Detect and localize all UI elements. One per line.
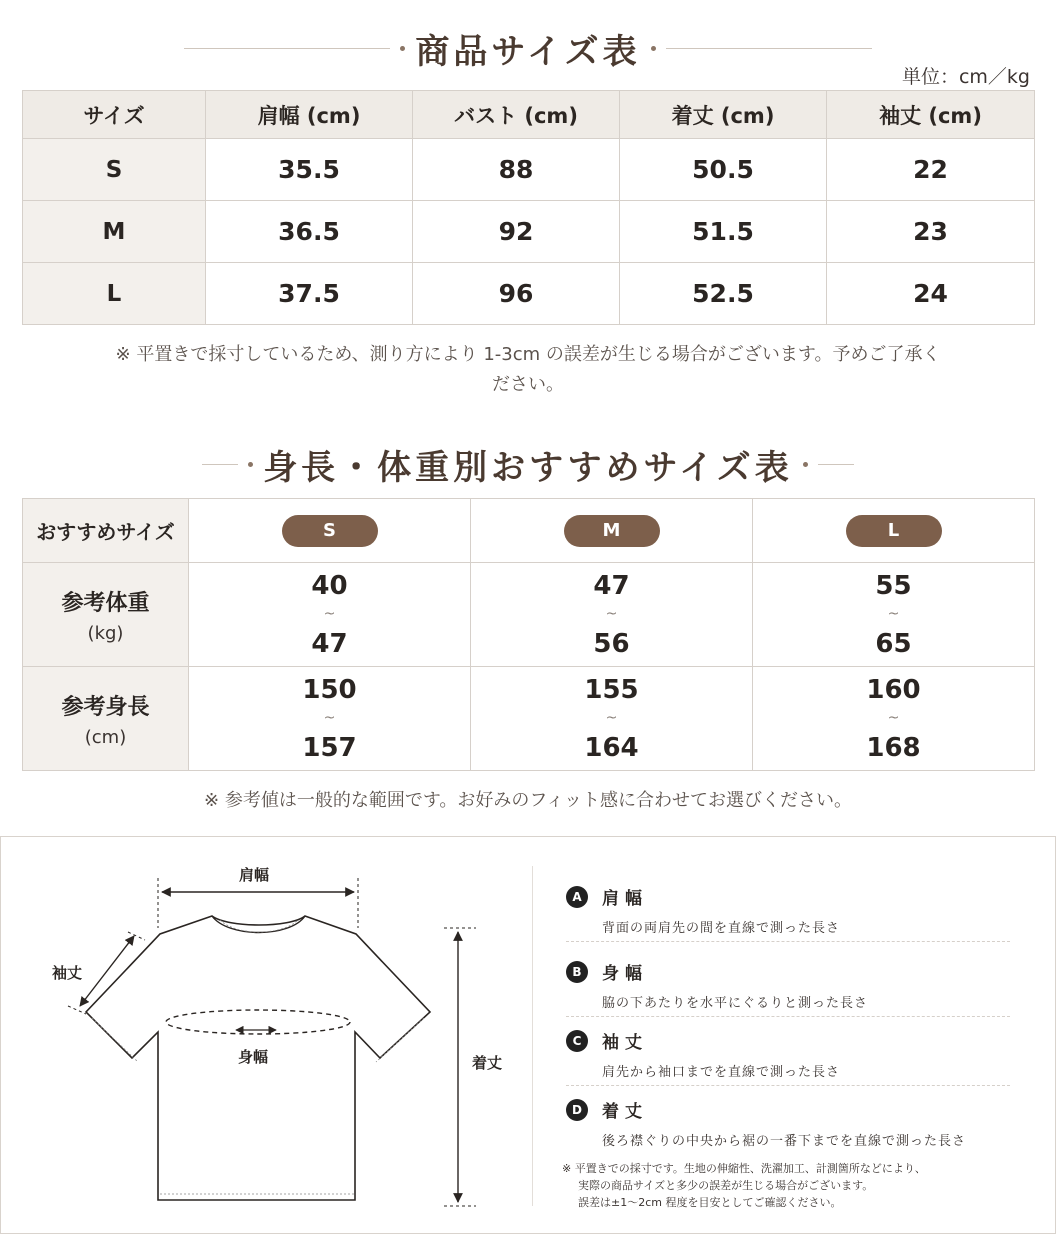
table-cell: 24 xyxy=(827,263,1035,325)
table-cell: 22 xyxy=(827,139,1035,201)
column-header: 袖丈 (cm) xyxy=(827,91,1035,139)
table-cell: 51.5 xyxy=(620,201,827,263)
guide-footnote: ※ 平置きでの採寸です。生地の伸縮性、洗濯加工、計測箇所などにより、 実際の商品サイズと多少の誤差が生じる場合がございます。 誤差は±1～2cm 程度を目安としてご確認ください。 xyxy=(562,1162,926,1209)
column-header: 着丈 (cm) xyxy=(620,91,827,139)
table-header-row xyxy=(23,499,1035,563)
range-cell: 47 ~ 56 xyxy=(471,563,753,667)
range-cell: 40 ~ 47 xyxy=(189,563,471,667)
unit-label: 単位：cm／kg xyxy=(901,66,1030,88)
guide-divider xyxy=(532,866,533,1206)
definition-length: D 着丈 後ろ襟ぐりの中央から裾の一番下までを直線で測った長さ xyxy=(566,1097,1010,1149)
reference-note: ※ 参考値は一般的な範囲です。お好みのフィット感に合わせてお選びください。 xyxy=(204,790,852,811)
table-row xyxy=(23,667,1035,771)
size-pill-s: S xyxy=(282,515,378,547)
measurement-note: ※ 平置きで採寸しているため、測り方により 1-3cm の誤差が生じる場合がございます。予めご了承く ださい。 xyxy=(115,344,941,395)
size-pill-cell xyxy=(471,499,753,563)
size-cell: S xyxy=(23,139,206,201)
column-header: バスト (cm) xyxy=(413,91,620,139)
range-cell: 150 ~ 157 xyxy=(189,667,471,771)
size-table-title: 商品サイズ表 xyxy=(0,24,1056,73)
definition-sleeve: C 袖丈 肩先から袖口までを直線で測った長さ xyxy=(566,1028,1010,1080)
table-cell: 88 xyxy=(413,139,620,201)
table-cell: 52.5 xyxy=(620,263,827,325)
recommend-label: おすすめサイズ xyxy=(23,499,189,563)
length-label: 着丈 xyxy=(472,1054,503,1072)
table-cell: 35.5 xyxy=(206,139,413,201)
size-cell: M xyxy=(23,201,206,263)
body-width-label: 身幅 xyxy=(238,1048,269,1066)
size-cell: L xyxy=(23,263,206,325)
size-pill-cell xyxy=(753,499,1035,563)
table-row xyxy=(23,263,1035,325)
badge-a-icon: A xyxy=(566,886,588,908)
definition-divider xyxy=(566,941,1010,942)
size-pill-m: M xyxy=(564,515,660,547)
tshirt-diagram xyxy=(0,836,532,1234)
badge-b-icon: B xyxy=(566,961,588,983)
recommend-table xyxy=(22,498,1035,771)
weight-label: 参考体重 (kg) xyxy=(23,563,189,667)
size-pill-cell xyxy=(189,499,471,563)
definition-divider xyxy=(566,1016,1010,1017)
range-cell: 55 ~ 65 xyxy=(753,563,1035,667)
shoulder-label: 肩幅 xyxy=(239,866,270,884)
definition-body-width: B 身幅 脇の下あたりを水平にぐるりと測った長さ xyxy=(566,959,1010,1011)
table-cell: 96 xyxy=(413,263,620,325)
range-cell: 160 ~ 168 xyxy=(753,667,1035,771)
table-cell: 23 xyxy=(827,201,1035,263)
column-header: サイズ xyxy=(23,91,206,139)
table-cell: 50.5 xyxy=(620,139,827,201)
table-cell: 36.5 xyxy=(206,201,413,263)
badge-d-icon: D xyxy=(566,1099,588,1121)
recommend-table-title: 身長・体重別おすすめサイズ表 xyxy=(0,440,1056,489)
table-cell: 92 xyxy=(413,201,620,263)
size-table xyxy=(22,90,1035,325)
range-cell: 155 ~ 164 xyxy=(471,667,753,771)
table-row xyxy=(23,139,1035,201)
size-pill-l: L xyxy=(846,515,942,547)
definition-divider xyxy=(566,1085,1010,1086)
badge-c-icon: C xyxy=(566,1030,588,1052)
height-label: 参考身長 (cm) xyxy=(23,667,189,771)
table-header-row xyxy=(23,91,1035,139)
sleeve-label: 袖丈 xyxy=(52,964,83,982)
column-header: 肩幅 (cm) xyxy=(206,91,413,139)
table-cell: 37.5 xyxy=(206,263,413,325)
table-row xyxy=(23,563,1035,667)
definition-shoulder: A 肩幅 背面の両肩先の間を直線で測った長さ xyxy=(566,884,1010,936)
table-row xyxy=(23,201,1035,263)
